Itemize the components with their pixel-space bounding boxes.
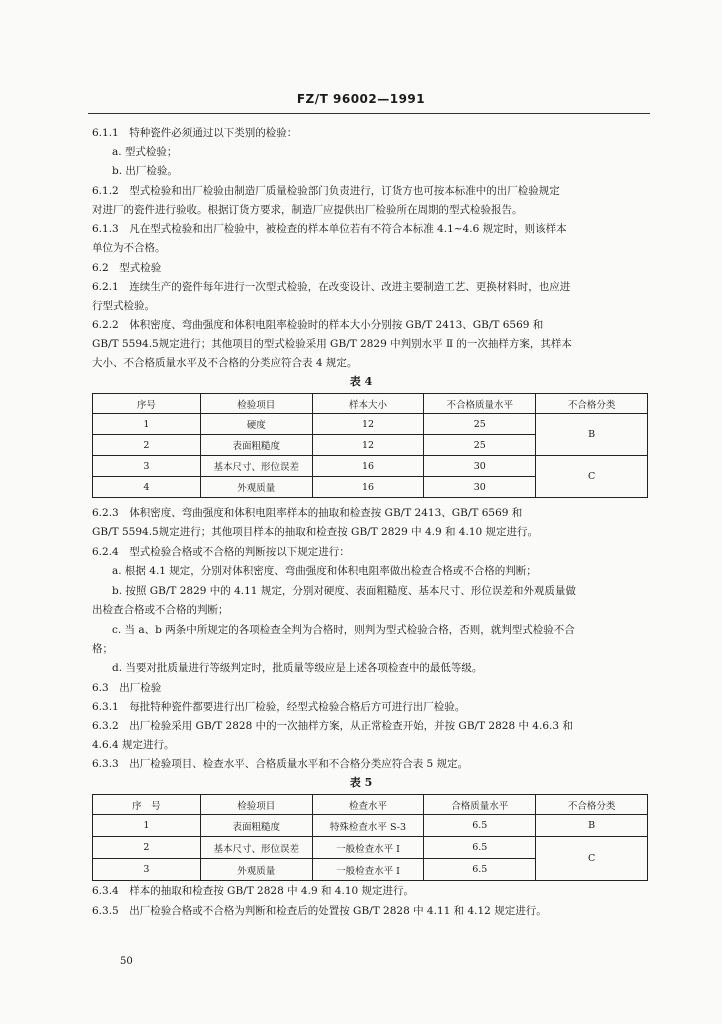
section-6-3-heading: 6.3 出厂检验 <box>92 682 162 694</box>
table-cell: 1 <box>93 815 201 837</box>
table-4 <box>92 393 648 498</box>
table-5-header-cell: 检查水平 <box>312 795 424 815</box>
section-6-2-heading: 6.2 型式检验 <box>92 262 162 274</box>
table-5-header-cell: 不合格分类 <box>536 795 648 815</box>
table-5-header-cell: 检验项目 <box>200 795 312 815</box>
clause-6-3-2: 6.3.2 出厂检验采用 GB/T 2828 中的一次抽样方案，从正常检查开始，并按 GB/T 2828 中 4.6.3 和 <box>92 720 573 732</box>
table-4-header-cell: 序号 <box>93 394 201 414</box>
table-5 <box>92 794 648 881</box>
class-c-cell: C <box>536 456 648 498</box>
table-cell: 1 <box>93 414 201 435</box>
table-row <box>93 456 648 477</box>
table-5-header-cell: 序 号 <box>93 795 201 815</box>
list-item-b: b. 出厂检验。 <box>112 165 178 177</box>
table-5-header-row <box>93 795 648 815</box>
list-item-a: a. 型式检验； <box>112 146 178 158</box>
table-4-caption: 表 4 <box>349 375 373 388</box>
table-cell: 基本尺寸、形位误差 <box>200 456 312 477</box>
table-row <box>93 414 648 435</box>
table-row <box>93 815 648 837</box>
table-cell: 硬度 <box>200 414 312 435</box>
clause-6-1-2: 6.1.2 型式检验和出厂检验由制造厂质量检验部门负责进行，订货方也可按本标准中的出厂检验规定 <box>92 185 560 197</box>
page-number: 50 <box>120 956 133 967</box>
table-cell: 12 <box>312 414 424 435</box>
class-b-cell: B <box>536 815 648 837</box>
clause-6-2-2: 6.2.2 体积密度、弯曲强度和体积电阻率检验时的样本大小分别按 GB/T 2413、GB/T 6569 和 <box>92 319 544 331</box>
clause-6-3-4: 6.3.4 样本的抽取和检查按 GB/T 2828 中 4.9 和 4.10 规定进行。 <box>92 885 415 897</box>
clause-6-2-1: 6.2.1 连续生产的瓷件每年进行一次型式检验，在改变设计、改进主要制造工艺、更换材料时，也应进 <box>92 281 571 293</box>
table-cell: 特殊检查水平 S-3 <box>312 815 424 837</box>
clause-6-2-3-cont: GB/T 5594.5规定进行；其他项目样本的抽取和检查按 GB/T 2829 中 4.9 和 4.10 规定进行。 <box>92 526 539 538</box>
table-cell: 4 <box>93 477 201 498</box>
clause-6-2-2-cont2: 大小、不合格质量水平及不合格的分类应符合表 4 规定。 <box>92 357 358 369</box>
list-item-b-cont: 出检查合格或不合格的判断； <box>92 604 229 616</box>
table-cell: 3 <box>93 859 201 881</box>
clause-6-2-3: 6.2.3 体积密度、弯曲强度和体积电阻率样本的抽取和检查按 GB/T 2413、GB/T 6569 和 <box>92 507 523 519</box>
list-item-c-cont: 格； <box>92 643 113 655</box>
table-5-header-cell: 合格质量水平 <box>424 795 536 815</box>
table-cell: 30 <box>424 477 536 498</box>
clause-6-2-2-cont1: GB/T 5594.5规定进行；其他项目的型式检验采用 GB/T 2829 中判别水平 Ⅱ 的一次抽样方案，其样本 <box>92 338 572 350</box>
clause-6-1-3-cont: 单位为不合格。 <box>92 242 166 254</box>
list-item-c: c. 当 a、b 两条中所规定的各项检查全判为合格时，则判为型式检验合格，否则，就判型式检验不合 <box>112 624 575 636</box>
clause-6-3-3: 6.3.3 出厂检验项目、检查水平、合格质量水平和不合格分类应符合表 5 规定。 <box>92 758 469 770</box>
table-cell: 16 <box>312 456 424 477</box>
clause-6-2-1-cont: 行型式检验。 <box>92 300 155 312</box>
table-4-header-cell: 检验项目 <box>200 394 312 414</box>
clause-6-1-1: 6.1.1 特种瓷件必须通过以下类别的检验： <box>92 127 298 139</box>
table-cell: 外观质量 <box>200 477 312 498</box>
list-item-b: b. 按照 GB/T 2829 中的 4.11 规定，分别对硬度、表面粗糙度、基本尺寸、形位误差和外观质量做 <box>112 585 576 597</box>
table-4-header-cell: 不合格分类 <box>536 394 648 414</box>
list-item-d: d. 当要对批质量进行等级判定时，批质量等级应是上述各项检查中的最低等级。 <box>112 662 483 674</box>
table-cell: 6.5 <box>424 837 536 859</box>
table-cell: 12 <box>312 435 424 456</box>
table-cell: 表面粗糙度 <box>200 435 312 456</box>
table-cell: 外观质量 <box>200 859 312 881</box>
table-cell: 2 <box>93 837 201 859</box>
table-4-header-cell: 不合格质量水平 <box>424 394 536 414</box>
list-item-a: a. 根据 4.1 规定，分别对体积密度、弯曲强度和体积电阻率做出检查合格或不合格的判断； <box>112 565 537 577</box>
table-cell: 表面粗糙度 <box>200 815 312 837</box>
header-rule <box>88 113 650 114</box>
table-cell: 一般检查水平 Ⅰ <box>312 859 424 881</box>
class-b-cell: B <box>536 414 648 456</box>
standard-header: FZ/T 96002—1991 <box>296 92 426 106</box>
table-5-caption: 表 5 <box>349 776 373 789</box>
clause-6-1-3: 6.1.3 凡在型式检验和出厂检验中，被检查的样本单位若有不符合本标准 4.1~4.6 规定时，则该样本 <box>92 223 567 235</box>
table-cell: 30 <box>424 456 536 477</box>
table-cell: 6.5 <box>424 815 536 837</box>
clause-6-3-2-cont: 4.6.4 规定进行。 <box>92 739 175 751</box>
table-4-header-cell: 样本大小 <box>312 394 424 414</box>
table-cell: 基本尺寸、形位误差 <box>200 837 312 859</box>
clause-6-3-5: 6.3.5 出厂检验合格或不合格为判断和检查后的处置按 GB/T 2828 中 4.11 和 4.12 规定进行。 <box>92 905 547 917</box>
table-4-header-row <box>93 394 648 414</box>
table-cell: 25 <box>424 435 536 456</box>
clause-6-3-1: 6.3.1 每批特种瓷件都要进行出厂检验，经型式检验合格后方可进行出厂检验。 <box>92 701 466 713</box>
table-cell: 3 <box>93 456 201 477</box>
clause-6-1-2-cont: 对进厂的瓷件进行验收。根据订货方要求，制造厂应提供出厂检验所在周期的型式检验报告。 <box>92 204 523 216</box>
table-cell: 6.5 <box>424 859 536 881</box>
table-cell: 一般检查水平 Ⅰ <box>312 837 424 859</box>
table-cell: 25 <box>424 414 536 435</box>
class-c-cell: C <box>536 837 648 881</box>
table-cell: 2 <box>93 435 201 456</box>
table-row <box>93 837 648 859</box>
table-cell: 16 <box>312 477 424 498</box>
clause-6-2-4: 6.2.4 型式检验合格或不合格的判断按以下规定进行： <box>92 546 350 558</box>
